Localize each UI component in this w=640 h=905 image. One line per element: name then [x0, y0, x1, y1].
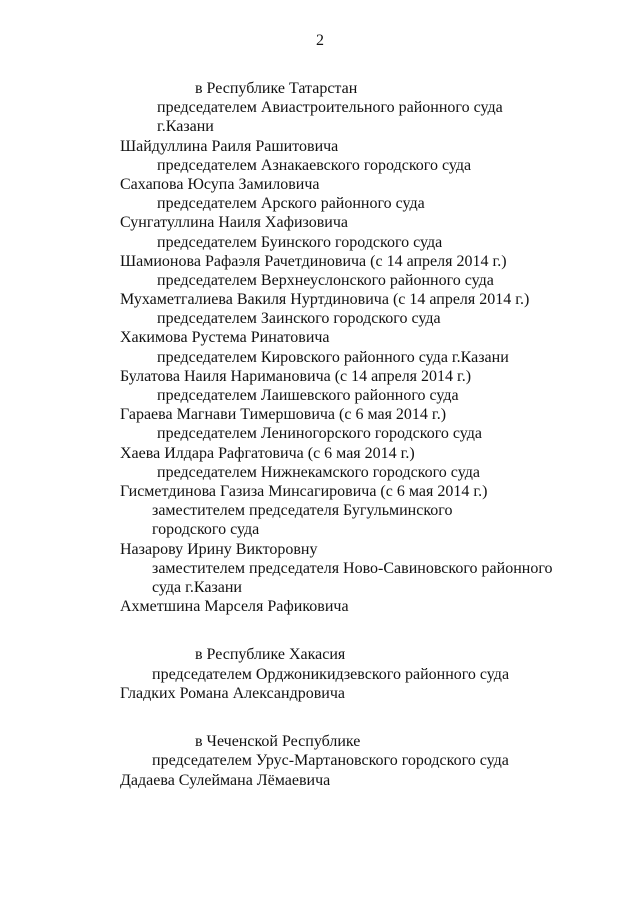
- position-line: председателем Заинского городского суда: [157, 310, 441, 328]
- section-chechnya: [0, 732, 640, 790]
- region-heading: в Республике Татарстан: [195, 80, 358, 97]
- appointee-name: Гараева Магнави Тимершовича (с 6 мая 2014 г.): [120, 406, 447, 424]
- position-line: председателем Лаишевского районного суда: [157, 387, 459, 404]
- appointee-name: Гладких Романа Александровича: [120, 684, 345, 702]
- appointee-name: Шамионова Рафаэля Рачетдиновича (с 14 апреля 2014 г.): [120, 252, 507, 270]
- position-line: городского суда: [152, 521, 260, 539]
- position-line: заместителем председателя Ново-Савиновского районного: [152, 559, 553, 577]
- appointee-name: Дадаева Сулеймана Лёмаевича: [120, 771, 331, 789]
- position-line: председателем Урус-Мартановского городского суда: [152, 752, 509, 770]
- position-line: председателем Азнакаевского городского суда: [157, 156, 472, 174]
- spacer: [0, 722, 640, 732]
- appointee-name: Шайдуллина Раиля Рашитовича: [120, 137, 339, 155]
- appointee-name: Ахметшина Марселя Рафиковича: [120, 598, 349, 616]
- appointee-name: Булатова Наиля Наримановича (с 14 апреля 2014 г.): [120, 367, 472, 385]
- position-line: председателем Буинского городского суда: [157, 233, 443, 251]
- spacer: [0, 616, 640, 635]
- document-body: [0, 79, 640, 790]
- appointee-name: Хаева Илдара Рафгатовича (с 6 мая 2014 г.): [120, 444, 415, 462]
- position-line: председателем Нижнекамского городского суда: [157, 463, 480, 481]
- position-line: председателем Лениногорского городского суда: [157, 425, 483, 443]
- position-line: председателем Орджоникидзевского районного суда: [152, 665, 510, 683]
- position-line: заместителем председателя Бугульминского: [152, 502, 453, 520]
- section-khakasia: [0, 645, 640, 703]
- region-heading: в Чеченской Республике: [195, 733, 361, 751]
- spacer: [0, 635, 640, 645]
- appointee-name: Гисметдинова Газиза Минсагировича (с 6 мая 2014 г.): [120, 482, 488, 500]
- appointee-name: Сахапова Юсупа Замиловича: [120, 175, 320, 193]
- region-heading: в Республике Хакасия: [195, 646, 346, 664]
- position-line: председателем Авиастроительного районного суда: [157, 99, 503, 117]
- page-number: 2: [316, 32, 324, 49]
- position-line: председателем Кировского районного суда г.Казани: [157, 348, 509, 366]
- position-line: председателем Верхнеуслонского районного суда: [157, 271, 494, 289]
- section-tatarstan: [0, 79, 640, 616]
- appointee-name: Хакимова Рустема Ринатовича: [120, 329, 330, 347]
- position-line: председателем Арского районного суда: [157, 195, 425, 213]
- position-line: г.Казани: [157, 118, 214, 136]
- appointee-name: Мухаметгалиева Вакиля Нуртдиновича (с 14 апреля 2014 г.): [120, 291, 530, 309]
- spacer: [0, 703, 640, 722]
- appointee-name: Назарову Ирину Викторовну: [120, 540, 318, 558]
- appointee-name: Сунгатуллина Наиля Хафизовича: [120, 214, 348, 232]
- position-line: суда г.Казани: [152, 578, 242, 596]
